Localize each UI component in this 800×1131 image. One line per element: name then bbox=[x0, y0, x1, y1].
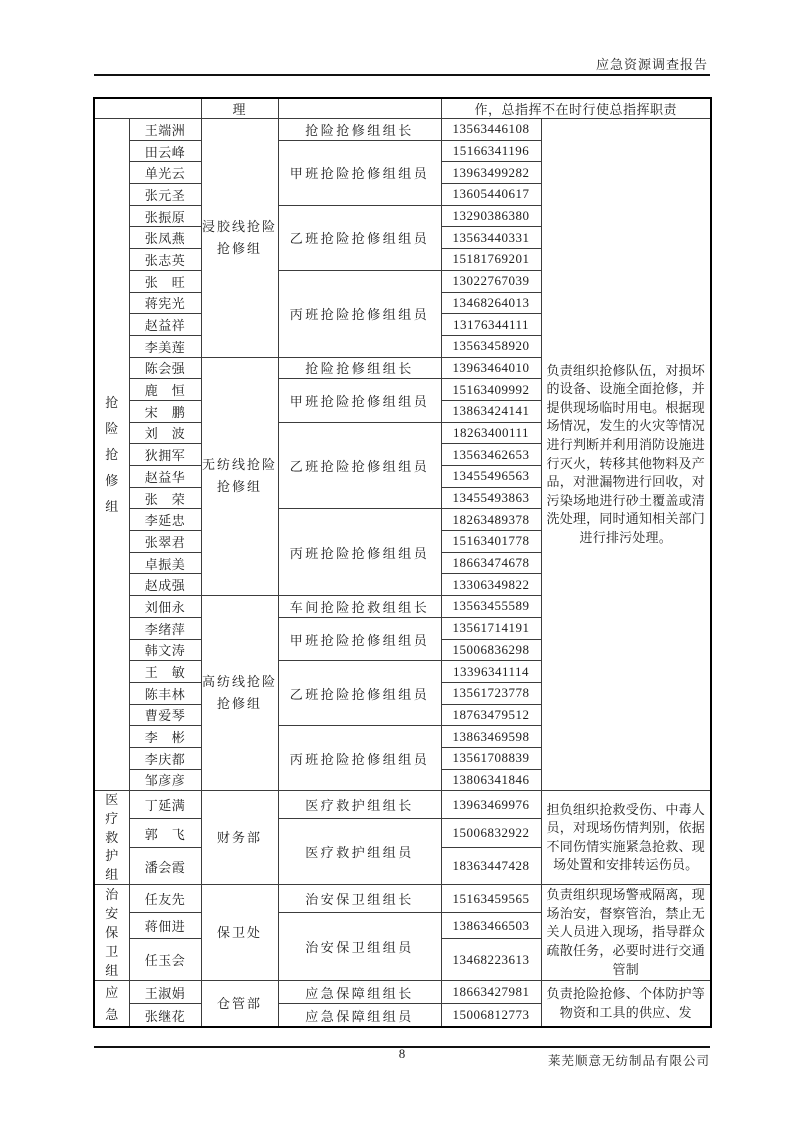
phone-cell: 13963469976 bbox=[441, 791, 541, 819]
phone-cell: 13563458920 bbox=[441, 335, 541, 357]
continuation-duty-cell: 作，总指挥不在时行使总指挥职责 bbox=[441, 98, 711, 119]
phone-cell: 18363447428 bbox=[441, 848, 541, 885]
dept-cell: 浸胶线抢险抢修组 bbox=[201, 119, 278, 358]
phone-cell: 13306349822 bbox=[441, 574, 541, 596]
phone-cell: 15163401778 bbox=[441, 531, 541, 553]
phone-cell: 13396341114 bbox=[441, 661, 541, 683]
phone-cell: 13863424141 bbox=[441, 400, 541, 422]
member-name-cell: 张 旺 bbox=[129, 270, 201, 292]
member-name-cell: 任玉会 bbox=[129, 939, 201, 981]
role-cell: 丙班抢险抢修组组员 bbox=[278, 726, 441, 791]
phone-cell: 13563462653 bbox=[441, 444, 541, 466]
group-label-text: 抢险抢修组 bbox=[105, 394, 119, 514]
phone-cell: 13863469598 bbox=[441, 726, 541, 748]
continuation-empty-cell bbox=[94, 98, 201, 119]
member-name-cell: 张振原 bbox=[129, 205, 201, 227]
member-name-cell: 鹿 恒 bbox=[129, 379, 201, 401]
continuation-dept-cell: 理 bbox=[201, 98, 278, 119]
role-cell: 乙班抢险抢修组组员 bbox=[278, 661, 441, 726]
member-name-cell: 任友先 bbox=[129, 885, 201, 913]
role-cell: 乙班抢险抢修组组员 bbox=[278, 422, 441, 509]
dept-cell: 高纺线抢险抢修组 bbox=[201, 596, 278, 791]
phone-cell: 13290386380 bbox=[441, 205, 541, 227]
role-cell: 治安保卫组组员 bbox=[278, 913, 441, 981]
role-cell: 应急保障组组员 bbox=[278, 1004, 441, 1027]
member-name-cell: 刘佃永 bbox=[129, 596, 201, 618]
member-name-cell: 王 敏 bbox=[129, 661, 201, 683]
role-cell: 丙班抢险抢修组组员 bbox=[278, 270, 441, 357]
member-name-cell: 陈会强 bbox=[129, 357, 201, 379]
member-name-cell: 刘 波 bbox=[129, 422, 201, 444]
role-cell: 抢险抢修组组长 bbox=[278, 119, 441, 141]
role-cell: 甲班抢险抢修组组员 bbox=[278, 617, 441, 660]
phone-cell: 15181769201 bbox=[441, 249, 541, 271]
phone-cell: 15163459565 bbox=[441, 885, 541, 913]
duty-cell: 负责抢险抢修、个体防护等物资和工具的供应、发 bbox=[541, 981, 711, 1027]
duty-cell: 负责组织抢修队伍，对损坏的设备、设施全面抢修，并提供现场临时用电。根据现场情况，发生的火灾等情况进行判断并利用消防设施进行灭火，转移其他物料及产品，对泄漏物进行回收，对污染场地进行砂土覆盖或清洗处理，同时通知相关部门进行排污处理。 bbox=[541, 119, 711, 791]
phone-cell: 13561708839 bbox=[441, 747, 541, 769]
member-name-cell: 狄拥军 bbox=[129, 444, 201, 466]
table-row bbox=[94, 981, 711, 1004]
phone-cell: 13022767039 bbox=[441, 270, 541, 292]
member-name-cell: 张 荣 bbox=[129, 487, 201, 509]
continuation-empty-cell bbox=[278, 98, 441, 119]
duty-cell: 担负组织抢救受伤、中毒人员，对现场伤情判别，依据不同伤情实施紧急抢救、现场处置和安排转运伤员。 bbox=[541, 791, 711, 885]
phone-cell: 18663427981 bbox=[441, 981, 541, 1004]
role-cell: 甲班抢险抢修组组员 bbox=[278, 379, 441, 422]
member-name-cell: 蒋宪光 bbox=[129, 292, 201, 314]
member-name-cell: 丁延满 bbox=[129, 791, 201, 819]
group-label-text: 医疗救护组 bbox=[105, 792, 119, 882]
table-row-continuation bbox=[94, 98, 711, 119]
member-name-cell: 曹爱琴 bbox=[129, 704, 201, 726]
phone-cell: 13563446108 bbox=[441, 119, 541, 141]
member-name-cell: 田云峰 bbox=[129, 140, 201, 162]
phone-cell: 18663474678 bbox=[441, 552, 541, 574]
phone-cell: 13561723778 bbox=[441, 682, 541, 704]
role-cell: 乙班抢险抢修组组员 bbox=[278, 205, 441, 270]
phone-cell: 18263489378 bbox=[441, 509, 541, 531]
phone-cell: 13561714191 bbox=[441, 617, 541, 639]
phone-cell: 15006832922 bbox=[441, 819, 541, 848]
phone-cell: 13468223613 bbox=[441, 939, 541, 981]
phone-cell: 15166341196 bbox=[441, 140, 541, 162]
role-cell: 医疗救护组组员 bbox=[278, 819, 441, 885]
member-name-cell: 李美莲 bbox=[129, 335, 201, 357]
group-label-cell bbox=[94, 885, 129, 981]
phone-cell: 15163409992 bbox=[441, 379, 541, 401]
table-row bbox=[94, 885, 711, 913]
member-name-cell: 单光云 bbox=[129, 162, 201, 184]
member-name-cell: 赵成强 bbox=[129, 574, 201, 596]
table-row bbox=[94, 791, 711, 819]
phone-cell: 13176344111 bbox=[441, 314, 541, 336]
role-cell: 医疗救护组组长 bbox=[278, 791, 441, 819]
phone-cell: 13455493863 bbox=[441, 487, 541, 509]
member-name-cell: 张志英 bbox=[129, 249, 201, 271]
header-rule bbox=[94, 74, 710, 76]
phone-cell: 18763479512 bbox=[441, 704, 541, 726]
phone-cell: 18263400111 bbox=[441, 422, 541, 444]
group-label-text: 应急 bbox=[105, 984, 119, 1022]
member-name-cell: 潘会霞 bbox=[129, 848, 201, 885]
phone-cell: 13863466503 bbox=[441, 913, 541, 939]
member-name-cell: 王淑娟 bbox=[129, 981, 201, 1004]
member-name-cell: 宋 鹏 bbox=[129, 400, 201, 422]
member-name-cell: 张继花 bbox=[129, 1004, 201, 1027]
phone-cell: 13963464010 bbox=[441, 357, 541, 379]
member-name-cell: 李 彬 bbox=[129, 726, 201, 748]
member-name-cell: 陈丰林 bbox=[129, 682, 201, 704]
role-cell: 治安保卫组组长 bbox=[278, 885, 441, 913]
dept-cell: 仓管部 bbox=[201, 981, 278, 1027]
member-name-cell: 张凤燕 bbox=[129, 227, 201, 249]
group-label-text: 治安保卫组 bbox=[105, 887, 119, 979]
member-name-cell: 张元圣 bbox=[129, 184, 201, 206]
member-name-cell: 赵益华 bbox=[129, 466, 201, 488]
phone-cell: 13455496563 bbox=[441, 466, 541, 488]
role-cell: 车间抢险抢救组组长 bbox=[278, 596, 441, 618]
role-cell: 应急保障组组长 bbox=[278, 981, 441, 1004]
group-label-cell bbox=[94, 981, 129, 1027]
phone-cell: 13963499282 bbox=[441, 162, 541, 184]
member-name-cell: 李延忠 bbox=[129, 509, 201, 531]
phone-cell: 13605440617 bbox=[441, 184, 541, 206]
member-name-cell: 李绪萍 bbox=[129, 617, 201, 639]
dept-cell: 保卫处 bbox=[201, 885, 278, 981]
phone-cell: 13563455589 bbox=[441, 596, 541, 618]
phone-cell: 13806341846 bbox=[441, 769, 541, 791]
member-name-cell: 王端洲 bbox=[129, 119, 201, 141]
duty-cell: 负责组织现场警戒隔离，现场治安，督察管治，禁止无关人员进入现场，指导群众疏散任务，必要时进行交通管制 bbox=[541, 885, 711, 981]
member-name-cell: 卓振美 bbox=[129, 552, 201, 574]
phone-cell: 15006812773 bbox=[441, 1004, 541, 1027]
footer-page-number: 8 bbox=[398, 1046, 406, 1061]
phone-cell: 13468264013 bbox=[441, 292, 541, 314]
member-name-cell: 郭 飞 bbox=[129, 819, 201, 848]
table-row bbox=[94, 119, 711, 141]
page-header-title: 应急资源调查报告 bbox=[595, 57, 708, 72]
dept-cell: 无纺线抢险抢修组 bbox=[201, 357, 278, 596]
role-cell: 抢险抢修组组长 bbox=[278, 357, 441, 379]
member-name-cell: 韩文涛 bbox=[129, 639, 201, 661]
footer-company-name: 莱芜顺意无纺制品有限公司 bbox=[547, 1054, 710, 1068]
role-cell: 甲班抢险抢修组组员 bbox=[278, 140, 441, 205]
emergency-roster-table bbox=[93, 97, 712, 1028]
role-cell: 丙班抢险抢修组组员 bbox=[278, 509, 441, 596]
member-name-cell: 张翠君 bbox=[129, 531, 201, 553]
group-label-cell bbox=[94, 791, 129, 885]
phone-cell: 13563440331 bbox=[441, 227, 541, 249]
member-name-cell: 邹彦彦 bbox=[129, 769, 201, 791]
dept-cell: 财务部 bbox=[201, 791, 278, 885]
member-name-cell: 李庆都 bbox=[129, 747, 201, 769]
member-name-cell: 蒋佃进 bbox=[129, 913, 201, 939]
group-label-cell bbox=[94, 119, 129, 791]
member-name-cell: 赵益祥 bbox=[129, 314, 201, 336]
phone-cell: 15006836298 bbox=[441, 639, 541, 661]
